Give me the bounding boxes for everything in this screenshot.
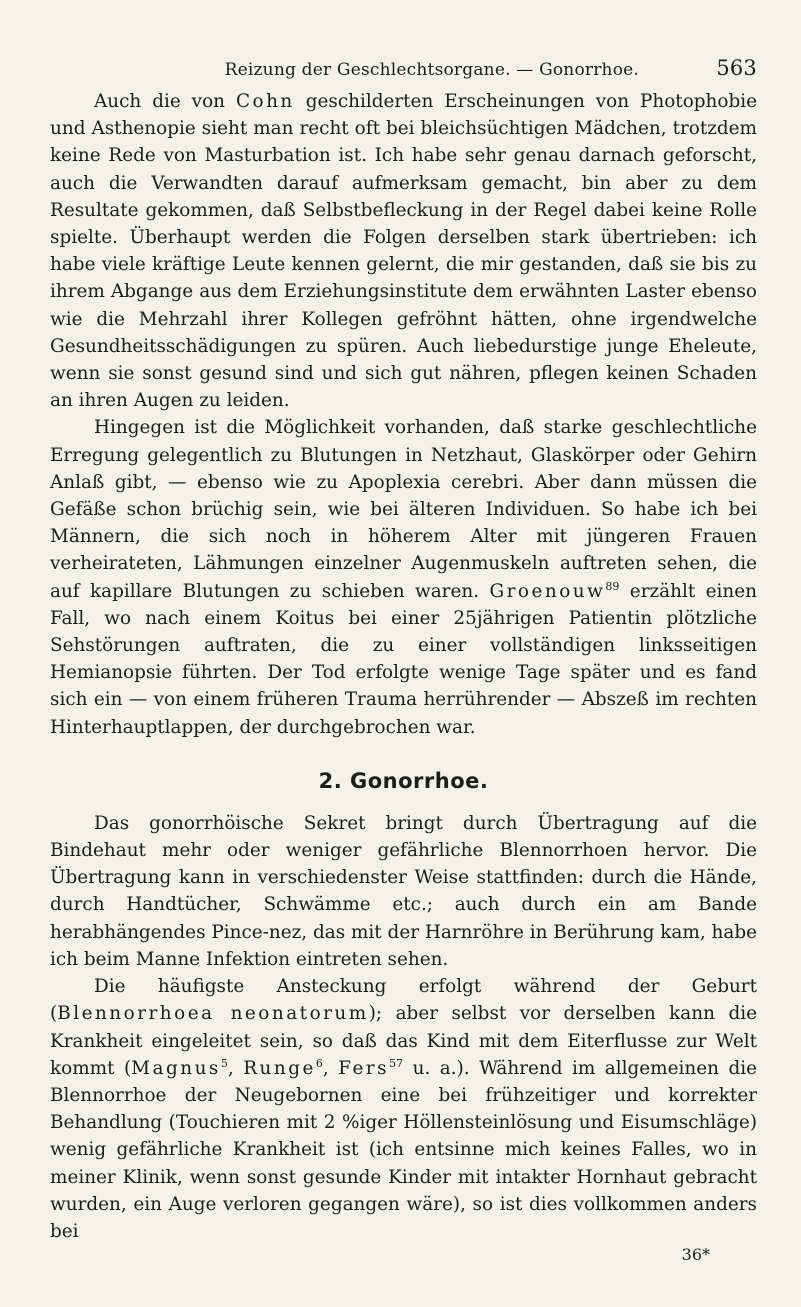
body-text-before-heading	[50, 88, 757, 741]
spaced-name: Blennorrhoea neonatorum	[57, 1003, 369, 1025]
reference-superscript: 6	[315, 1056, 323, 1070]
reference-superscript: 5	[220, 1056, 228, 1070]
reference-superscript: 89	[605, 579, 620, 593]
paragraph	[50, 88, 757, 414]
spaced-name: Magnus	[131, 1057, 221, 1079]
spaced-name: Cohn	[235, 91, 295, 112]
text-run: Auch die von	[94, 91, 236, 112]
paragraph	[50, 414, 757, 740]
body-text-after-heading	[50, 810, 757, 1245]
text-run: Das gonorrhöische Sekret bringt durch Übertragung auf die Bindehaut mehr oder weniger gefährliche Blennorrhoen hervor. Die Übertragung kann in verschiedenster Weise stattfinden: durch die Hände, durch Handtücher, Schwämme etc.; auch durch ein am Bande herabhängendes Pince-nez, das mit der Harnröhre in Berührung kam, habe ich beim Manne Infektion eintreten sehen.	[50, 812, 757, 970]
text-run: erzählt einen Fall, wo nach einem Koitus bei einer 25jährigen Patientin plötzliche Sehstörungen auftraten, die zu einer vollständigen linksseitigen Hemianopsie führten. Der Tod erfolgte wenige Tage später und es fand sich ein — von einem früheren Trauma herrührender — Abszeß im rechten Hinterhauptlappen, der durchgebrochen war.	[50, 580, 757, 738]
text-run: ,	[227, 1057, 244, 1079]
spaced-name: Fers	[338, 1057, 390, 1079]
text-run: ,	[322, 1057, 339, 1079]
text-run: geschilderten Erscheinungen von Photophobie und Asthenopie sieht man recht oft bei bleichsüchtigen Mädchen, trotzdem keine Rede von Masturbation ist. Ich habe sehr genau darnach geforscht, auch die Verwandten darauf aufmerksam gemacht, bin aber zu dem Resultate gekommen, daß Selbstbefleckung in der Regel dabei keine Rolle spielte. Überhaupt werden die Folgen derselben stark übertrieben: ich habe viele kräftige Leute kennen gelernt, die mir gestanden, daß sie bis zu ihrem Abgange aus dem Erziehungsinstitute dem erwähnten Laster ebenso wie die Mehrzahl ihrer Kollegen gefröhnt hätten, ohne irgendwelche Gesundheitsschädigungen zu spüren. Auch liebedurstige junge Eheleute, wenn sie sonst gesund sind und sich gut nähren, pflegen keinen Schaden an ihren Augen zu leiden.	[50, 91, 757, 412]
text-run: ); aber selbst vor derselben kann die Krankheit eingeleitet sein, so daß das Kind mit dem Eiterflusse zur Welt kommt (	[50, 1003, 757, 1079]
running-head	[50, 56, 757, 88]
text-run: u. a.). Während im allgemeinen die Blennorrhoe der Neugebornen eine bei frühzeitiger und korrekter Behandlung (Touchieren mit 2 %iger Höllensteinlösung und Eisumschläge) wenig gefährliche Krankheit ist (ich entsinne mich keines Falles, wo in meiner Klinik, wenn sonst gesunde Kinder mit intakter Hornhaut gebracht wurden, ein Auge verloren gegangen wäre), so ist dies vollkommen anders bei	[50, 1057, 757, 1242]
spaced-name: Groenouw	[489, 580, 606, 602]
spaced-name: Runge	[243, 1057, 316, 1079]
reference-superscript: 57	[389, 1056, 404, 1070]
section-heading: 2. Gonorrhoe.	[318, 768, 489, 793]
text-run: Die häufigste Ansteckung erfolgt während der Geburt (	[50, 976, 757, 1025]
page-number: 563	[716, 56, 757, 80]
text-run: Hingegen ist die Möglichkeit vorhanden, daß starke geschlechtliche Erregung gelegentlich zu Blutungen in Netzhaut, Glaskörper oder Gehirn Anlaß gibt, — ebenso wie zu Apoplexia cerebri. Aber dann müssen die Gefäße schon brüchig sein, wie bei älteren Individuen. So habe ich bei Männern, die sich noch in höherem Alter mit jüngeren Frauen verheirateten, Lähmungen einzelner Augenmuskeln auftreten sehen, die auf kapillare Blutungen zu schieben waren.	[50, 417, 757, 602]
paragraph	[50, 810, 757, 973]
running-head-title: Reizung der Geschlechtsorgane. — Gonorrhoe.	[224, 60, 639, 80]
paragraph	[50, 973, 757, 1245]
signature-mark: 36*	[681, 1245, 710, 1265]
